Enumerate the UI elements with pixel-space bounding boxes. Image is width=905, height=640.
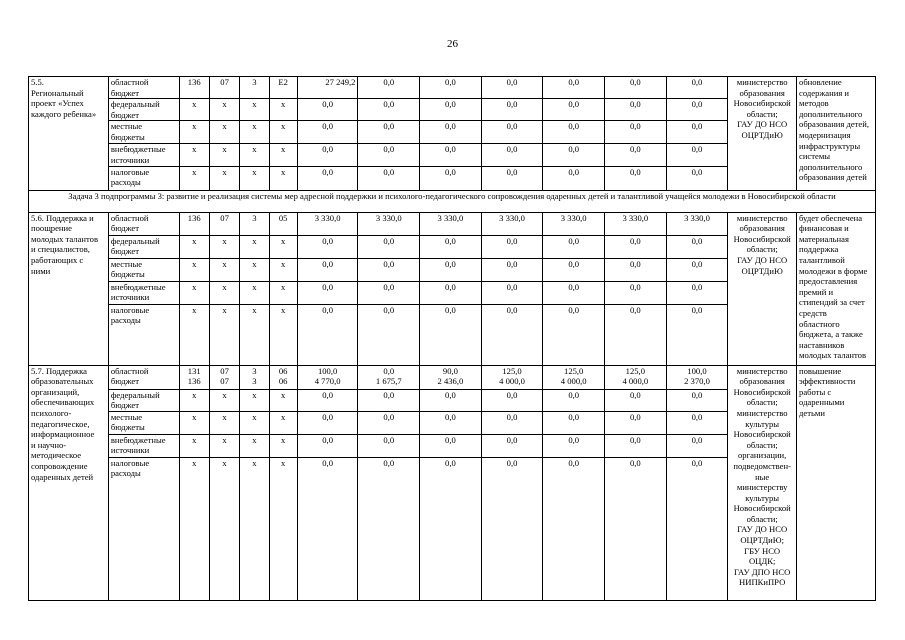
value-cell: 0,0 bbox=[605, 457, 667, 600]
value-cell: 0,0 bbox=[358, 281, 420, 304]
value-cell: 0,0 bbox=[666, 258, 728, 281]
code-cell: x bbox=[209, 166, 239, 190]
value-cell: 0,0 bbox=[605, 144, 667, 166]
value-cell: 0,0 bbox=[420, 166, 482, 190]
value-cell: 0,0 bbox=[543, 457, 605, 600]
value-cell: 0,0 bbox=[481, 281, 543, 304]
executor-cell: министерство образования Новосибирской области; министерство культуры Новосибирской области; организации, подведомствен- ные министерству культуры Новосибирской области; ГАУ ДО НСО ОЦРТДиЮ; ГБУ НСО ОЦДК; ГАУ ДПО НСО НИПКиПРО bbox=[728, 365, 797, 600]
value-cell: 0,0 bbox=[420, 411, 482, 434]
value-cell: 0,0 bbox=[543, 281, 605, 304]
code-cell: x bbox=[269, 411, 297, 434]
table-row bbox=[29, 365, 876, 389]
value-cell: 0,0 bbox=[605, 389, 667, 411]
value-cell: 0,0 bbox=[481, 304, 543, 365]
funding-source: местные бюджеты bbox=[108, 258, 179, 281]
funding-source: областной бюджет bbox=[108, 212, 179, 235]
code-cell: x bbox=[179, 99, 209, 121]
activity-title: 5.7. Поддержка образовательных организаций, обеспечивающих психолого- педагогическое, информационное и научно- методическое сопровождение одаренных детей bbox=[29, 365, 109, 600]
value-cell: 0,0 bbox=[666, 304, 728, 365]
code-cell: E2 bbox=[269, 77, 297, 99]
code-cell: x bbox=[240, 281, 269, 304]
result-cell: будет обеспечена финансовая и материальная поддержка талантливой молодежи в форме предоставления премий и стипендий за счет средств областного бюджета, а также наставников молодых талантов bbox=[797, 212, 876, 365]
value-cell: 0,0 bbox=[358, 77, 420, 99]
executor-cell: министерство образования Новосибирской области; ГАУ ДО НСО ОЦРТДиЮ bbox=[728, 77, 797, 191]
code-cell: x bbox=[269, 434, 297, 457]
result-cell: повышение эффективности работы с одаренными детьми bbox=[797, 365, 876, 600]
value-cell: 0,0 bbox=[297, 411, 358, 434]
value-cell: 0,0 bbox=[605, 235, 667, 258]
value-cell: 0,0 bbox=[420, 235, 482, 258]
value-cell: 0,0 bbox=[297, 434, 358, 457]
value-cell: 0,0 bbox=[543, 77, 605, 99]
code-cell: x bbox=[240, 121, 269, 144]
value-cell: 0,0 bbox=[543, 144, 605, 166]
funding-source: федеральный бюджет bbox=[108, 99, 179, 121]
code-cell: x bbox=[240, 235, 269, 258]
value-cell: 0,0 bbox=[666, 77, 728, 99]
code-cell: 136 bbox=[179, 77, 209, 99]
code-cell: x bbox=[209, 304, 239, 365]
value-cell: 0,0 bbox=[543, 389, 605, 411]
code-cell: x bbox=[269, 166, 297, 190]
funding-source: внебюджетные источники bbox=[108, 434, 179, 457]
value-cell: 3 330,0 bbox=[543, 212, 605, 235]
code-cell: x bbox=[240, 166, 269, 190]
value-cell: 90,0 2 436,0 bbox=[420, 365, 482, 389]
code-cell: 05 bbox=[269, 212, 297, 235]
code-cell: x bbox=[240, 258, 269, 281]
value-cell: 0,0 bbox=[605, 304, 667, 365]
value-cell: 0,0 1 675,7 bbox=[358, 365, 420, 389]
value-cell: 0,0 bbox=[481, 457, 543, 600]
value-cell: 0,0 bbox=[358, 235, 420, 258]
value-cell: 0,0 bbox=[666, 457, 728, 600]
value-cell: 0,0 bbox=[666, 389, 728, 411]
value-cell: 100,0 2 370,0 bbox=[666, 365, 728, 389]
value-cell: 0,0 bbox=[420, 434, 482, 457]
section-5-6 bbox=[29, 212, 876, 365]
value-cell: 0,0 bbox=[481, 258, 543, 281]
value-cell: 0,0 bbox=[543, 235, 605, 258]
funding-source: внебюджетные источники bbox=[108, 281, 179, 304]
funding-source: областной бюджет bbox=[108, 77, 179, 99]
value-cell: 0,0 bbox=[297, 457, 358, 600]
value-cell: 0,0 bbox=[358, 144, 420, 166]
value-cell: 0,0 bbox=[297, 281, 358, 304]
value-cell: 0,0 bbox=[420, 457, 482, 600]
table-row bbox=[29, 212, 876, 235]
value-cell: 0,0 bbox=[543, 166, 605, 190]
value-cell: 0,0 bbox=[481, 121, 543, 144]
code-cell: x bbox=[179, 434, 209, 457]
code-cell: x bbox=[179, 389, 209, 411]
code-cell: x bbox=[209, 258, 239, 281]
code-cell: x bbox=[209, 389, 239, 411]
value-cell: 0,0 bbox=[543, 304, 605, 365]
code-cell: x bbox=[269, 258, 297, 281]
code-cell: x bbox=[269, 121, 297, 144]
code-cell: x bbox=[209, 121, 239, 144]
section-5-7 bbox=[29, 365, 876, 600]
code-cell: 136 bbox=[179, 212, 209, 235]
funding-source: местные бюджеты bbox=[108, 121, 179, 144]
code-cell: x bbox=[209, 99, 239, 121]
value-cell: 0,0 bbox=[605, 258, 667, 281]
funding-source: местные бюджеты bbox=[108, 411, 179, 434]
code-cell: x bbox=[209, 144, 239, 166]
value-cell: 3 330,0 bbox=[666, 212, 728, 235]
executor-cell: министерство образования Новосибирской области; ГАУ ДО НСО ОЦРТДиЮ bbox=[728, 212, 797, 365]
value-cell: 0,0 bbox=[297, 258, 358, 281]
activity-title: 5.6. Поддержка и поощрение молодых талантов и специалистов, работающих с ними bbox=[29, 212, 109, 365]
value-cell: 3 330,0 bbox=[420, 212, 482, 235]
value-cell: 0,0 bbox=[297, 304, 358, 365]
value-cell: 0,0 bbox=[543, 411, 605, 434]
value-cell: 0,0 bbox=[297, 144, 358, 166]
value-cell: 0,0 bbox=[543, 434, 605, 457]
code-cell: 07 07 bbox=[209, 365, 239, 389]
value-cell: 0,0 bbox=[481, 77, 543, 99]
value-cell: 0,0 bbox=[358, 389, 420, 411]
code-cell: x bbox=[269, 457, 297, 600]
code-cell: x bbox=[269, 235, 297, 258]
value-cell: 27 249,2 bbox=[297, 77, 358, 99]
value-cell: 0,0 bbox=[358, 457, 420, 600]
code-cell: 07 bbox=[209, 212, 239, 235]
value-cell: 0,0 bbox=[481, 144, 543, 166]
code-cell: 3 bbox=[240, 77, 269, 99]
value-cell: 0,0 bbox=[666, 411, 728, 434]
value-cell: 125,0 4 000,0 bbox=[605, 365, 667, 389]
code-cell: x bbox=[209, 411, 239, 434]
value-cell: 0,0 bbox=[358, 411, 420, 434]
code-cell: x bbox=[269, 99, 297, 121]
value-cell: 0,0 bbox=[481, 99, 543, 121]
table-row bbox=[29, 77, 876, 99]
code-cell: x bbox=[179, 411, 209, 434]
value-cell: 0,0 bbox=[605, 166, 667, 190]
value-cell: 0,0 bbox=[420, 99, 482, 121]
value-cell: 0,0 bbox=[543, 121, 605, 144]
value-cell: 0,0 bbox=[481, 411, 543, 434]
value-cell: 0,0 bbox=[297, 389, 358, 411]
value-cell: 3 330,0 bbox=[297, 212, 358, 235]
code-cell: x bbox=[269, 304, 297, 365]
funding-source: налоговые расходы bbox=[108, 166, 179, 190]
value-cell: 0,0 bbox=[666, 99, 728, 121]
value-cell: 100,0 4 770,0 bbox=[297, 365, 358, 389]
code-cell: x bbox=[179, 457, 209, 600]
code-cell: x bbox=[269, 281, 297, 304]
code-cell: 3 3 bbox=[240, 365, 269, 389]
value-cell: 0,0 bbox=[481, 235, 543, 258]
value-cell: 0,0 bbox=[420, 258, 482, 281]
value-cell: 0,0 bbox=[605, 77, 667, 99]
code-cell: x bbox=[179, 258, 209, 281]
value-cell: 0,0 bbox=[420, 389, 482, 411]
code-cell: x bbox=[179, 166, 209, 190]
value-cell: 0,0 bbox=[666, 235, 728, 258]
code-cell: x bbox=[209, 434, 239, 457]
value-cell: 0,0 bbox=[605, 411, 667, 434]
value-cell: 3 330,0 bbox=[358, 212, 420, 235]
value-cell: 0,0 bbox=[358, 304, 420, 365]
funding-source: федеральный бюджет bbox=[108, 235, 179, 258]
code-cell: x bbox=[240, 304, 269, 365]
section-5-5 bbox=[29, 77, 876, 191]
value-cell: 125,0 4 000,0 bbox=[481, 365, 543, 389]
code-cell: x bbox=[179, 144, 209, 166]
code-cell: x bbox=[209, 457, 239, 600]
value-cell: 0,0 bbox=[666, 121, 728, 144]
value-cell: 3 330,0 bbox=[481, 212, 543, 235]
value-cell: 3 330,0 bbox=[605, 212, 667, 235]
value-cell: 125,0 4 000,0 bbox=[543, 365, 605, 389]
value-cell: 0,0 bbox=[297, 121, 358, 144]
code-cell: 131 136 bbox=[179, 365, 209, 389]
code-cell: 07 bbox=[209, 77, 239, 99]
code-cell: x bbox=[240, 144, 269, 166]
activity-title: 5.5. Региональный проект «Успех каждого ребенка» bbox=[29, 77, 109, 191]
funding-source: налоговые расходы bbox=[108, 457, 179, 600]
funding-source: внебюджетные источники bbox=[108, 144, 179, 166]
value-cell: 0,0 bbox=[420, 77, 482, 99]
value-cell: 0,0 bbox=[420, 121, 482, 144]
code-cell: 3 bbox=[240, 212, 269, 235]
page-number: 26 bbox=[447, 38, 458, 50]
code-cell: x bbox=[179, 235, 209, 258]
value-cell: 0,0 bbox=[666, 434, 728, 457]
task-heading: Задача 3 подпрограммы 3: развитие и реализация системы мер адресной поддержки и психолого-педагогического сопровождения одаренных детей и талантливой учащейся молодежи в Новосибирской области bbox=[29, 190, 876, 212]
value-cell: 0,0 bbox=[358, 121, 420, 144]
funding-source: федеральный бюджет bbox=[108, 389, 179, 411]
code-cell: x bbox=[240, 389, 269, 411]
value-cell: 0,0 bbox=[358, 99, 420, 121]
value-cell: 0,0 bbox=[420, 144, 482, 166]
result-cell: обновление содержания и методов дополнительного образования детей, модернизация инфраструктуры системы дополнительного образования детей bbox=[797, 77, 876, 191]
value-cell: 0,0 bbox=[481, 166, 543, 190]
code-cell: x bbox=[179, 121, 209, 144]
value-cell: 0,0 bbox=[605, 99, 667, 121]
task-section bbox=[29, 190, 876, 212]
code-cell: x bbox=[209, 235, 239, 258]
code-cell: x bbox=[240, 411, 269, 434]
code-cell: x bbox=[240, 457, 269, 600]
code-cell: x bbox=[209, 281, 239, 304]
value-cell: 0,0 bbox=[666, 166, 728, 190]
code-cell: 06 06 bbox=[269, 365, 297, 389]
code-cell: x bbox=[269, 389, 297, 411]
value-cell: 0,0 bbox=[358, 258, 420, 281]
code-cell: x bbox=[240, 434, 269, 457]
task-row bbox=[29, 190, 876, 212]
value-cell: 0,0 bbox=[481, 434, 543, 457]
value-cell: 0,0 bbox=[543, 258, 605, 281]
funding-table bbox=[28, 76, 876, 601]
value-cell: 0,0 bbox=[420, 304, 482, 365]
value-cell: 0,0 bbox=[666, 281, 728, 304]
value-cell: 0,0 bbox=[605, 281, 667, 304]
value-cell: 0,0 bbox=[420, 281, 482, 304]
value-cell: 0,0 bbox=[358, 166, 420, 190]
code-cell: x bbox=[269, 144, 297, 166]
value-cell: 0,0 bbox=[297, 166, 358, 190]
code-cell: x bbox=[179, 304, 209, 365]
code-cell: x bbox=[179, 281, 209, 304]
value-cell: 0,0 bbox=[297, 235, 358, 258]
value-cell: 0,0 bbox=[481, 389, 543, 411]
value-cell: 0,0 bbox=[297, 99, 358, 121]
code-cell: x bbox=[240, 99, 269, 121]
value-cell: 0,0 bbox=[605, 434, 667, 457]
funding-source: областной бюджет bbox=[108, 365, 179, 389]
funding-source: налоговые расходы bbox=[108, 304, 179, 365]
value-cell: 0,0 bbox=[666, 144, 728, 166]
value-cell: 0,0 bbox=[358, 434, 420, 457]
value-cell: 0,0 bbox=[605, 121, 667, 144]
value-cell: 0,0 bbox=[543, 99, 605, 121]
